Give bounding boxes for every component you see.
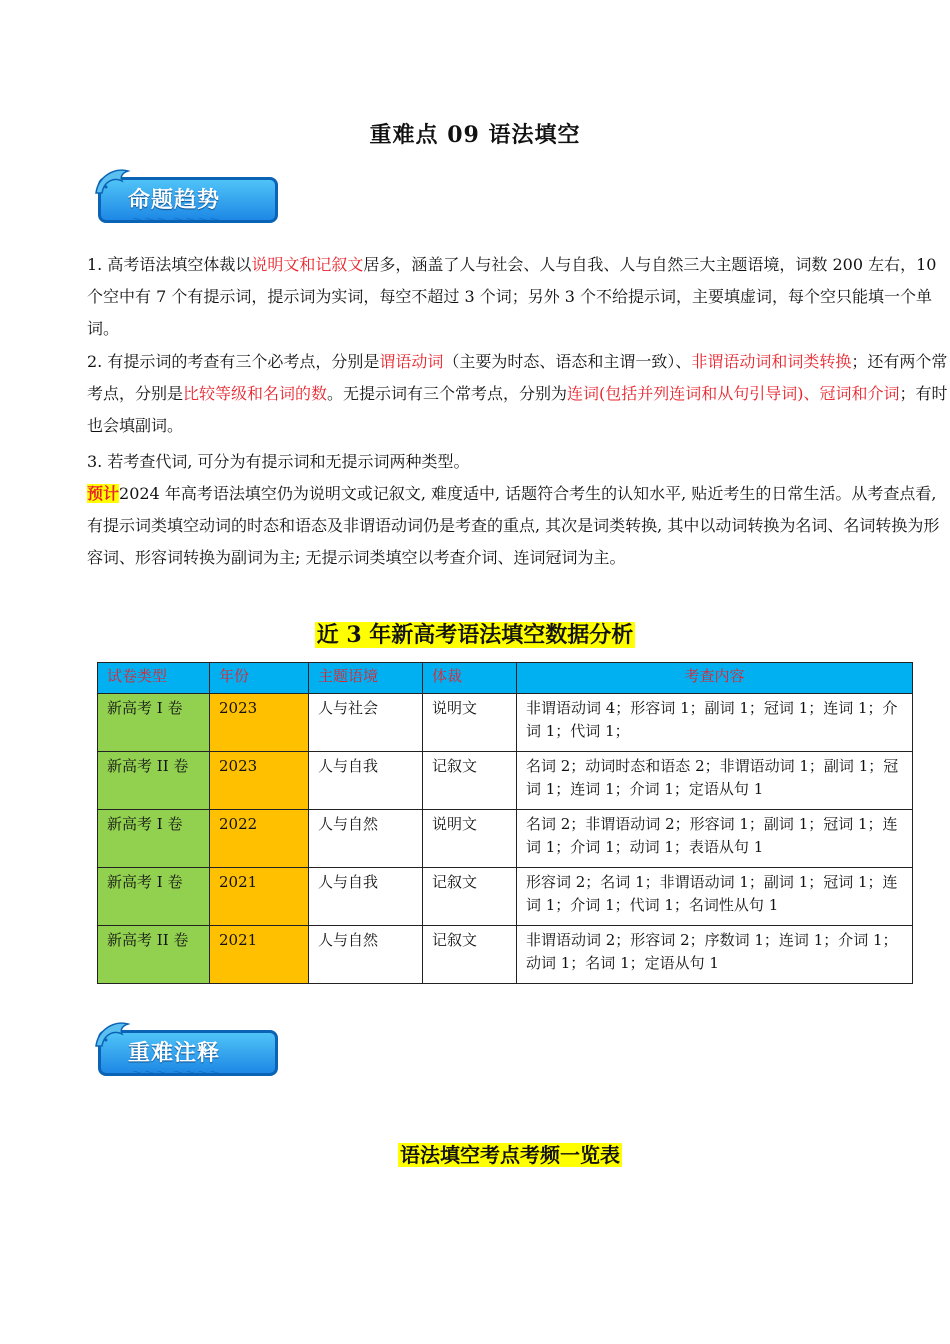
highlight-text: 连词(包括并列连词和从句引导词)、冠词和介词: [567, 384, 900, 403]
cell-theme: 人与自我: [309, 868, 423, 926]
highlight-text: 说明文和记叙文: [251, 255, 364, 274]
forecast-tag: 预计: [87, 484, 120, 503]
cell-theme: 人与社会: [309, 694, 423, 752]
paragraph-1: [87, 249, 949, 345]
text: 2024 年高考语法填空仍为说明文或记叙文, 难度适中, 话题符合考生的认知水平, 贴近考生的日常生活。从考查点看, 有提示词类填空动词的时态和语态及非谓语动词仍是考查的重点, 其次是词类转换, 其中以动词转换为名词、名词转换为形容词、形容词转换为副词为主; 无提示词类填空以考查介词、连词冠词为主。: [87, 484, 940, 567]
cell-content: 非谓语动词 4；形容词 1；副词 1；冠词 1；连词 1；介词 1；代词 1；: [517, 694, 913, 752]
table-row: [98, 810, 913, 868]
table-row: [98, 694, 913, 752]
cell-theme: 人与自我: [309, 752, 423, 810]
badge-label: 重难注释: [128, 1041, 221, 1066]
cell-year: 2023: [210, 694, 309, 752]
cell-paper: 新高考 I 卷: [98, 694, 210, 752]
text: 。无提示词有三个常考点，分别为: [327, 384, 568, 403]
table-row: [98, 868, 913, 926]
badge-label: 命题趋势: [128, 188, 221, 213]
paragraph-4: [87, 478, 949, 574]
cell-year: 2022: [210, 810, 309, 868]
header-cell: 试卷类型: [98, 663, 210, 694]
cell-paper: 新高考 II 卷: [98, 752, 210, 810]
table-row: [98, 926, 913, 984]
highlight-text: 比较等级和名词的数: [183, 384, 328, 403]
text: 1. 高考语法填空体裁以: [87, 255, 252, 274]
header-cell: 年份: [210, 663, 309, 694]
text: ；有时也会填副词。: [87, 384, 948, 435]
cell-genre: 说明文: [423, 810, 517, 868]
cell-genre: 记叙文: [423, 926, 517, 984]
cell-paper: 新高考 I 卷: [98, 810, 210, 868]
cell-paper: 新高考 II 卷: [98, 926, 210, 984]
paragraph-3: 3. 若考查代词, 可分为有提示词和无提示词两种类型。: [87, 452, 470, 471]
cell-year: 2023: [210, 752, 309, 810]
cell-content: 形容词 2；名词 1；非谓语动词 1；副词 1；冠词 1；连词 1；介词 1；代词 1；名词性从句 1: [517, 868, 913, 926]
text: 2. 有提示词的考查有三个必考点，分别是: [87, 352, 380, 371]
header-cell: 体裁: [423, 663, 517, 694]
section-title: 语法填空考点考频一览表: [400, 1143, 620, 1167]
cell-genre: 说明文: [423, 694, 517, 752]
section-badge-notes: [92, 1016, 282, 1086]
text: 居多，涵盖了人与社会、人与自我、人与自然三大主题语境，词数 200 左右，10 个空中有 7 个有提示词，提示词为实词，每空不超过 3 个词；另外 3 个不给提示词，主要填虚词，每个空只能填一个单词。: [87, 255, 937, 338]
table-header-row: [98, 663, 913, 694]
highlight-text: 谓语动词: [379, 352, 444, 371]
cell-genre: 记叙文: [423, 868, 517, 926]
paragraph-2: [87, 346, 949, 442]
highlight-text: 非谓语动词和词类转换: [691, 352, 852, 371]
header-cell: 考查内容: [517, 663, 913, 694]
text: ；还有两个常考点，分别是: [87, 352, 948, 403]
wave-decoration: 〜〜〜 〜〜〜〜: [132, 1068, 222, 1079]
cell-theme: 人与自然: [309, 926, 423, 984]
text: （主要为时态、语态和主谓一致）、: [443, 352, 692, 371]
cell-theme: 人与自然: [309, 810, 423, 868]
section-badge-trend: [92, 163, 282, 233]
cell-year: 2021: [210, 868, 309, 926]
cell-paper: 新高考 I 卷: [98, 868, 210, 926]
page-title: 重难点 09 语法填空: [369, 122, 581, 148]
table-title: 近 3 年新高考语法填空数据分析: [316, 622, 634, 648]
cell-content: 名词 2；非谓语动词 2；形容词 1；副词 1；冠词 1；连词 1；介词 1；动词 1；表语从句 1: [517, 810, 913, 868]
data-table: [97, 662, 913, 984]
table-row: [98, 752, 913, 810]
cell-year: 2021: [210, 926, 309, 984]
cell-content: 非谓语动词 2；形容词 2；序数词 1；连词 1；介词 1；动词 1；名词 1；定语从句 1: [517, 926, 913, 984]
cell-content: 名词 2；动词时态和语态 2；非谓语动词 1；副词 1；冠词 1；连词 1；介词 1；定语从句 1: [517, 752, 913, 810]
wave-decoration: 〜〜〜 〜〜〜〜: [132, 215, 222, 226]
header-cell: 主题语境: [309, 663, 423, 694]
cell-genre: 记叙文: [423, 752, 517, 810]
